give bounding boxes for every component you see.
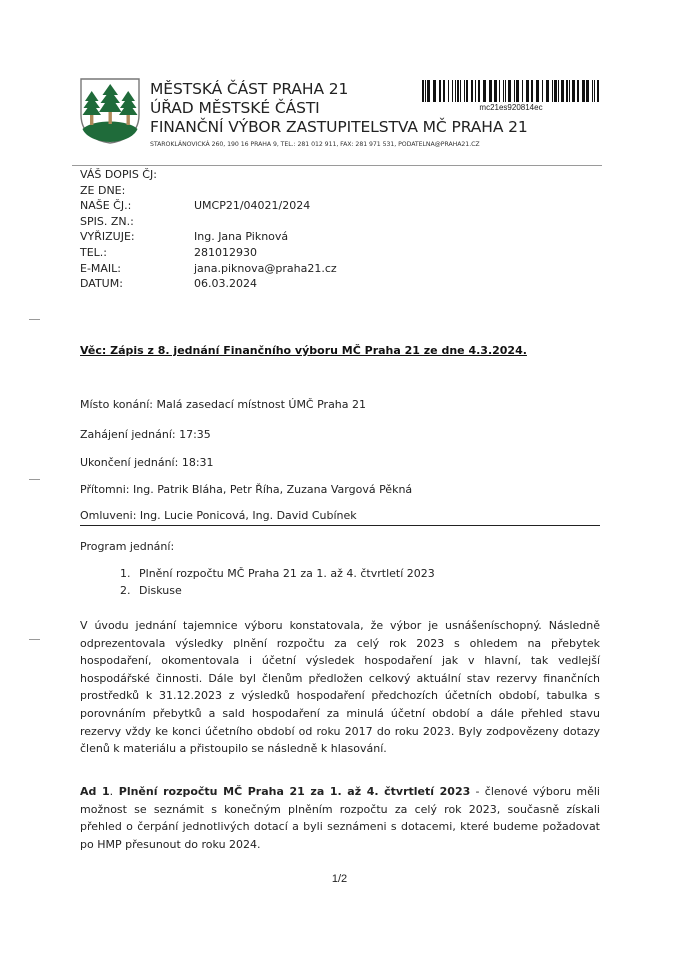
meta-label: DATUM: [80, 277, 123, 291]
barcode-bar [577, 80, 579, 102]
barcode-bar [427, 80, 430, 102]
agenda-item-1-title: Plnění rozpočtu MČ Praha 21 za 1. až 4. čtvrtletí 2023 [113, 785, 471, 798]
fold-mark [29, 479, 40, 480]
meta-row [80, 229, 337, 245]
program-item-text: Plnění rozpočtu MČ Praha 21 za 1. až 4. čtvrtletí 2023 [139, 567, 435, 580]
meta-label: SPIS. ZN.: [80, 214, 134, 228]
barcode-bar [471, 80, 473, 102]
meta-label: NAŠE ČJ.: [80, 199, 132, 213]
org-line-district: MĚSTSKÁ ČÁST PRAHA 21 [150, 80, 349, 98]
barcode-icon [422, 80, 600, 102]
org-line-committee: FINANČNÍ VÝBOR ZASTUPITELSTVA MČ PRAHA 21 [150, 118, 528, 136]
barcode-bar [554, 80, 557, 102]
meta-value: UMCP21/04021/2024 [194, 199, 311, 213]
page-number: 1/2 [331, 873, 348, 885]
barcode-bar [569, 80, 570, 102]
program-title: Program jednání: [80, 540, 175, 553]
meta-label: TEL.: [80, 245, 108, 259]
coat-of-arms-icon [79, 77, 141, 145]
barcode-bar [443, 80, 445, 102]
barcode-bar [448, 80, 449, 102]
barcode-bar [522, 80, 523, 102]
fold-mark [29, 319, 40, 320]
fold-mark [29, 639, 40, 640]
header-divider [72, 165, 602, 166]
barcode-bar [478, 80, 480, 102]
barcode-bar [566, 80, 568, 102]
barcode-bar [505, 80, 506, 102]
meta-row [80, 245, 337, 261]
barcode-bar [460, 80, 461, 102]
meta-row [80, 198, 337, 214]
org-line-office: ÚŘAD MĚSTSKÉ ČÁSTI [150, 99, 320, 117]
attendees-excused: Omluveni: Ing. Lucie Ponicová, Ing. David Cubínek [80, 509, 357, 522]
program-item-number: 2. [120, 584, 131, 597]
barcode-bar [536, 80, 539, 102]
barcode-bar [526, 80, 529, 102]
barcode-bar [582, 80, 585, 102]
barcode-bar [494, 80, 497, 102]
barcode-bar [483, 80, 486, 102]
barcode-bar [464, 80, 465, 102]
address-line: STAROKLÁNOVICKÁ 260, 190 16 PRAHA 9, TEL.: 281 012 911, FAX: 281 971 531, PODATELNA@PRAHA21.CZ [150, 141, 480, 148]
meeting-end: Ukončení jednání: 18:31 [80, 456, 214, 469]
program-item [120, 582, 435, 599]
program-item-number: 1. [120, 567, 131, 580]
barcode-bar [552, 80, 553, 102]
agenda-item-1-paragraph [80, 783, 600, 853]
barcode-bar [452, 80, 453, 102]
barcode-bar [466, 80, 468, 102]
meta-label: VÁŠ DOPIS ČJ: [80, 168, 157, 181]
meta-label: E-MAIL: [80, 261, 122, 275]
meta-row [80, 167, 337, 183]
reference-table [80, 167, 337, 292]
meeting-start: Zahájení jednání: 17:35 [80, 428, 211, 441]
agenda-item-1-text: - členové výboru měli možnost se seznámit s konečným plněním rozpočtu za celý rok 2023, současně získali přehled o čerpání jednotlivých dotací a byli seznámeni s dotacemi, které budeme požadovat po HMP přesunout do roku 2024. [80, 785, 600, 851]
barcode-bar [475, 80, 476, 102]
subject-line: Věc: Zápis z 8. jednání Finančního výboru MČ Praha 21 ze dne 4.3.2024. [80, 344, 527, 357]
barcode-bar [489, 80, 492, 102]
barcode-bar [594, 80, 595, 102]
meta-value: 06.03.2024 [194, 277, 257, 291]
barcode-bar [433, 80, 436, 102]
barcode-bar [457, 80, 459, 102]
barcode-bar [422, 80, 424, 102]
barcode-bar [586, 80, 589, 102]
meta-row [80, 276, 337, 292]
meta-label: VYŘIZUJE: [80, 230, 135, 244]
program-item [120, 565, 435, 582]
info-divider [80, 525, 600, 526]
barcode-bar [455, 80, 456, 102]
meta-value: jana.piknova@praha21.cz [194, 261, 337, 275]
barcode-bar [561, 80, 564, 102]
meta-label: ZE DNE: [80, 183, 126, 197]
barcode-bar [531, 80, 533, 102]
program-item-text: Diskuse [139, 584, 182, 597]
barcode-bar [514, 80, 515, 102]
agenda-item-1-dot: . [109, 785, 114, 798]
attendees-present: Přítomni: Ing. Patrik Bláha, Petr Říha, Zuzana Vargová Pěkná [80, 483, 413, 496]
agenda-item-1-prefix: Ad 1 [80, 785, 110, 798]
barcode-bar [542, 80, 543, 102]
barcode-bar [516, 80, 519, 102]
barcode-bar [508, 80, 511, 102]
meta-row [80, 261, 337, 277]
barcode-bar [592, 80, 593, 102]
meeting-place: Místo konání: Malá zasedací místnost ÚMČ Praha 21 [80, 398, 367, 411]
barcode-bar [546, 80, 549, 102]
meta-value: Ing. Jana Piknová [194, 230, 289, 244]
barcode-text: mc21es920814ec [479, 103, 543, 112]
barcode-bar [499, 80, 500, 102]
barcode-bar [425, 80, 426, 102]
meta-value: 281012930 [194, 245, 257, 259]
barcode-bar [503, 80, 504, 102]
intro-paragraph: V úvodu jednání tajemnice výboru konstatovala, že výbor je usnášeníschopný. Následně odprezentovala výsledky plnění rozpočtu za celý rok 2023 s ohledem na přebytek hospodaření, okomentovala i účetní výsledek hospodaření jak v hlavní, tak vedlejší hospodářské činnosti. Dále byl členům předložen celkový aktuální stav rezervy finančních prostředků k 31.12.2023 z výsledků hospodaření předchozích účetních období, tabulka s porovnáním přebytků a sald hospodaření za minulá účetní období a dále přehled stavu rezervy vždy ke konci účetního období od roku 2017 do roku 2023. Byly zodpovězeny dotazy členů k materiálu a přistoupilo se následně k hlasování. [80, 619, 600, 756]
barcode-bar [558, 80, 559, 102]
meta-row [80, 214, 337, 230]
program-list [120, 565, 435, 599]
barcode-bar [597, 80, 599, 102]
barcode-bar [439, 80, 441, 102]
barcode-bar [572, 80, 575, 102]
meta-row [80, 183, 337, 199]
